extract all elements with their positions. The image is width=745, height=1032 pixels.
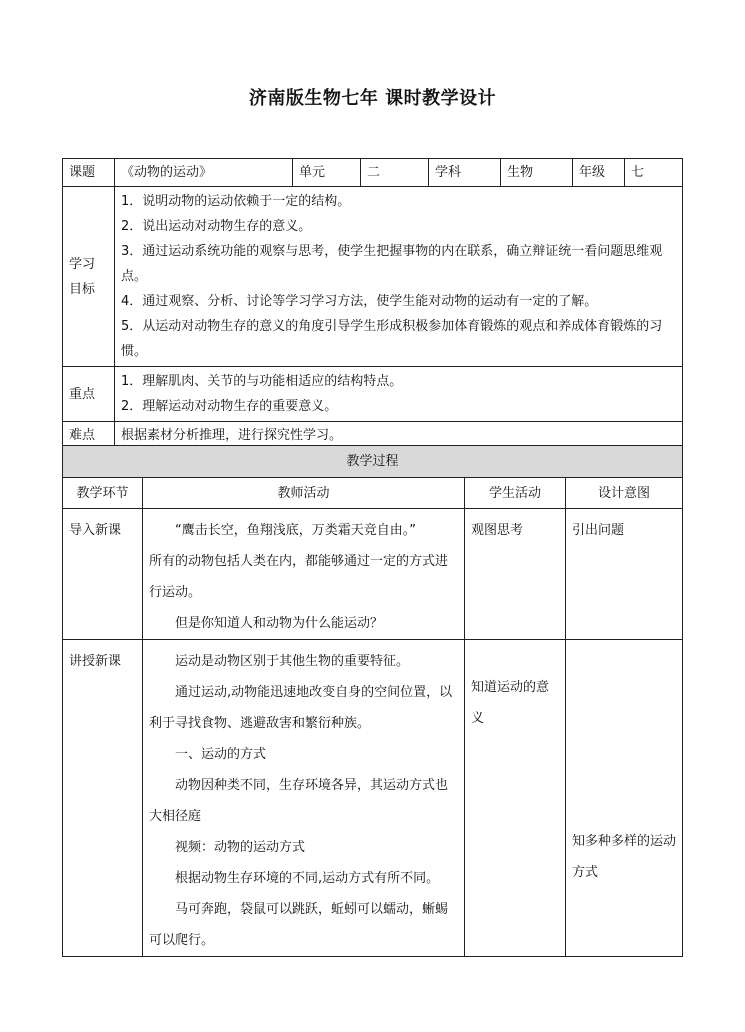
goal-item: 1．说明动物的运动依赖于一定的结构。 [121, 194, 351, 209]
design-intent: 知多种多样的运动方式 [572, 834, 677, 880]
subject-value: 生物 [501, 159, 573, 187]
page-title: 济南版生物七年 课时教学设计 [248, 88, 497, 109]
col-teacher: 教师活动 [143, 478, 465, 509]
teacher-paragraph: 马可奔跑，袋鼠可以跳跃，蚯蚓可以蠕动，蜥蜴可以爬行。 [149, 902, 449, 948]
goal-item: 2．说出运动对动物生存的意义。 [121, 219, 312, 234]
goals-row [63, 187, 683, 367]
key-item: 1．理解肌肉、关节的与功能相适应的结构特点。 [121, 374, 403, 389]
process-header: 教学过程 [63, 446, 683, 478]
teaching-process-table [62, 445, 683, 957]
goal-item: 3．通过运动系统功能的观察与思考，使学生把握事物的内在联系，确立辩证统一看问题思维观点。 [121, 244, 663, 284]
teacher-paragraph: 一、运动的方式 [175, 747, 267, 762]
col-student: 学生活动 [465, 478, 566, 509]
teacher-paragraph: 所有的动物包括人类在内，都能够通过一定的方式进行运动。 [149, 554, 449, 600]
new-teacher [143, 640, 465, 957]
student-activity: 知道运动的意义 [471, 680, 550, 726]
unit-label: 单元 [293, 159, 361, 187]
grade-value: 七 [625, 159, 683, 187]
difficult-label: 难点 [63, 422, 115, 450]
key-label: 重点 [63, 367, 115, 422]
intro-row [63, 509, 683, 640]
intro-intent: 引出问题 [566, 509, 683, 640]
key-row [63, 367, 683, 422]
intro-student: 观图思考 [465, 509, 566, 640]
intro-teacher [143, 509, 465, 640]
key-list [115, 367, 683, 422]
col-intent: 设计意图 [566, 478, 683, 509]
teacher-paragraph: “鹰击长空，鱼翔浅底，万类霜天竞自由。” [175, 523, 416, 538]
teacher-paragraph: 但是你知道人和动物为什么能运动？ [175, 616, 384, 631]
difficult-value: 根据素材分析推理，进行探究性学习。 [115, 422, 683, 450]
new-student [465, 640, 566, 957]
new-stage: 讲授新课 [63, 640, 143, 957]
grade-label: 年级 [573, 159, 625, 187]
lesson-info-table [62, 158, 683, 450]
teacher-paragraph: 运动是动物区别于其他生物的重要特征。 [175, 654, 410, 669]
goal-item: 5．从运动对动物生存的意义的角度引导学生形成积极参加体育锻炼的观点和养成体育锻炼的习惯。 [121, 319, 663, 359]
key-item: 2．理解运动对动物生存的重要意义。 [121, 399, 338, 414]
col-stage: 教学环节 [63, 478, 143, 509]
goals-label-line2: 目标 [69, 281, 96, 297]
info-row [63, 159, 683, 187]
teacher-paragraph: 动物因种类不同，生存环境各异，其运动方式也大相径庭 [149, 778, 449, 824]
goals-label-line1: 学习 [69, 256, 96, 272]
goals-label [63, 187, 115, 367]
topic-value: 《动物的运动》 [115, 159, 293, 187]
teacher-paragraph: 根据动物生存环境的不同,运动方式有所不同。 [175, 871, 440, 886]
teacher-paragraph: 通过运动,动物能迅速地改变自身的空间位置，以利于寻找食物、逃避敌害和繁衍种族。 [149, 685, 453, 731]
unit-value: 二 [361, 159, 429, 187]
column-header-row [63, 478, 683, 509]
new-intent [566, 640, 683, 957]
subject-label: 学科 [429, 159, 501, 187]
intro-stage: 导入新课 [63, 509, 143, 640]
topic-label: 课题 [63, 159, 115, 187]
new-lesson-row [63, 640, 683, 957]
goals-list [115, 187, 683, 367]
goal-item: 4．通过观察、分析、讨论等学习学习方法，使学生能对动物的运动有一定的了解。 [121, 294, 598, 309]
teacher-paragraph: 视频：动物的运动方式 [175, 840, 306, 855]
